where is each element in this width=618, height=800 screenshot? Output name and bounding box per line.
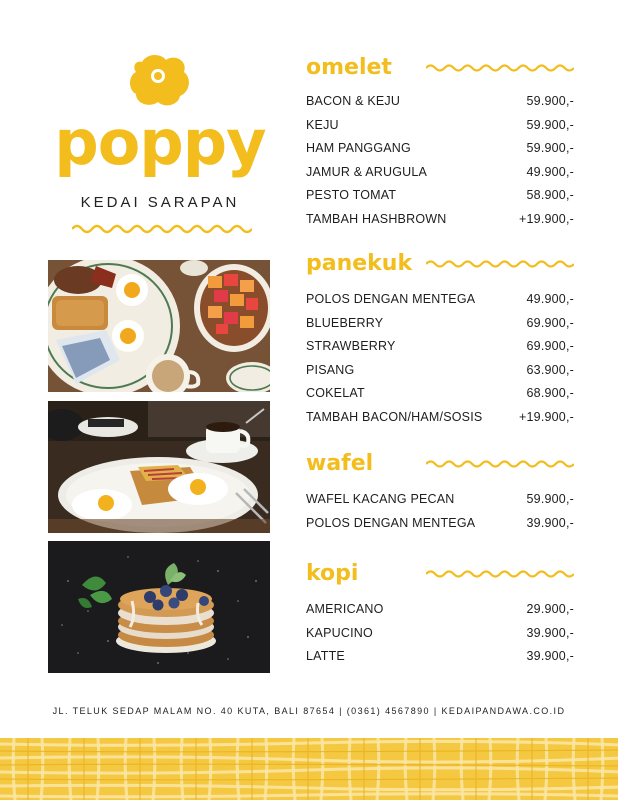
item-price: 39.900,- bbox=[526, 649, 574, 663]
item-name: PESTO TOMAT bbox=[306, 188, 397, 202]
item-price: 69.900,- bbox=[526, 315, 574, 330]
eggs-toast-coffee-photo bbox=[48, 401, 270, 533]
item-name: TAMBAH HASHBROWN bbox=[306, 211, 447, 226]
menu-section-panekuk bbox=[306, 250, 574, 433]
menu-item bbox=[306, 118, 574, 142]
wave-divider bbox=[426, 62, 574, 74]
item-price: 49.900,- bbox=[526, 164, 574, 179]
menu-item bbox=[306, 626, 574, 650]
item-name: BLUEBERRY bbox=[306, 315, 384, 330]
item-name: HAM PANGGANG bbox=[306, 141, 411, 155]
item-price: 59.900,- bbox=[526, 492, 574, 506]
item-name: TAMBAH BACON/HAM/SOSIS bbox=[306, 409, 483, 424]
pancake-stack-photo bbox=[48, 541, 270, 673]
menu-item bbox=[306, 292, 574, 316]
item-price: 58.900,- bbox=[526, 188, 574, 202]
item-price: +19.900,- bbox=[519, 211, 574, 226]
menu-item bbox=[306, 602, 574, 626]
menu-item bbox=[306, 363, 574, 387]
item-price: 68.900,- bbox=[526, 386, 574, 400]
item-price: 39.900,- bbox=[526, 625, 574, 640]
menu-item bbox=[306, 212, 574, 236]
item-price: 59.900,- bbox=[526, 117, 574, 132]
item-name: KEJU bbox=[306, 117, 339, 132]
menu-section-wafel bbox=[306, 450, 574, 539]
item-name: AMERICANO bbox=[306, 602, 384, 616]
item-price: 59.900,- bbox=[526, 94, 574, 108]
item-name: BACON & KEJU bbox=[306, 94, 401, 108]
section-title: panekuk bbox=[306, 251, 413, 276]
breakfast-plates-photo bbox=[48, 260, 270, 392]
item-name: WAFEL KACANG PECAN bbox=[306, 492, 455, 506]
item-name: POLOS DENGAN MENTEGA bbox=[306, 292, 476, 306]
menu-item bbox=[306, 316, 574, 340]
wave-divider bbox=[426, 258, 574, 270]
menu-item bbox=[306, 339, 574, 363]
menu-item bbox=[306, 188, 574, 212]
item-price: 69.900,- bbox=[526, 339, 574, 353]
wave-divider bbox=[72, 222, 252, 236]
item-price: 59.900,- bbox=[526, 141, 574, 155]
menu-item bbox=[306, 165, 574, 189]
item-name: POLOS DENGAN MENTEGA bbox=[306, 515, 476, 530]
item-price: 63.900,- bbox=[526, 362, 574, 377]
item-price: 49.900,- bbox=[526, 292, 574, 306]
fried-egg-logo-icon bbox=[128, 52, 192, 108]
item-price: 29.900,- bbox=[526, 602, 574, 616]
brand-name: poppy bbox=[54, 106, 266, 179]
item-name: KAPUCINO bbox=[306, 625, 373, 640]
menu-item bbox=[306, 516, 574, 540]
item-name: PISANG bbox=[306, 362, 355, 377]
item-name: JAMUR & ARUGULA bbox=[306, 164, 428, 179]
section-title: wafel bbox=[306, 451, 374, 476]
item-name: COKELAT bbox=[306, 386, 365, 400]
menu-item bbox=[306, 492, 574, 516]
menu-section-kopi bbox=[306, 560, 574, 673]
item-price: 39.900,- bbox=[526, 515, 574, 530]
wave-divider bbox=[426, 458, 574, 470]
menu-section-omelet bbox=[306, 54, 574, 235]
menu-item bbox=[306, 386, 574, 410]
gingham-pattern-band bbox=[0, 738, 618, 800]
item-price: +19.900,- bbox=[519, 409, 574, 424]
brand-tagline: KEDAI SARAPAN bbox=[80, 194, 240, 211]
menu-item bbox=[306, 649, 574, 673]
menu-item bbox=[306, 94, 574, 118]
item-name: LATTE bbox=[306, 649, 345, 663]
section-title: omelet bbox=[306, 55, 392, 80]
wave-divider bbox=[426, 568, 574, 580]
section-title: kopi bbox=[306, 561, 359, 586]
menu-item bbox=[306, 410, 574, 434]
item-name: STRAWBERRY bbox=[306, 339, 396, 353]
menu-item bbox=[306, 141, 574, 165]
footer-contact-info: JL. TELUK SEDAP MALAM NO. 40 KUTA, BALI 87654 | (0361) 4567890 | KEDAIPANDAWA.CO.ID bbox=[52, 706, 566, 716]
